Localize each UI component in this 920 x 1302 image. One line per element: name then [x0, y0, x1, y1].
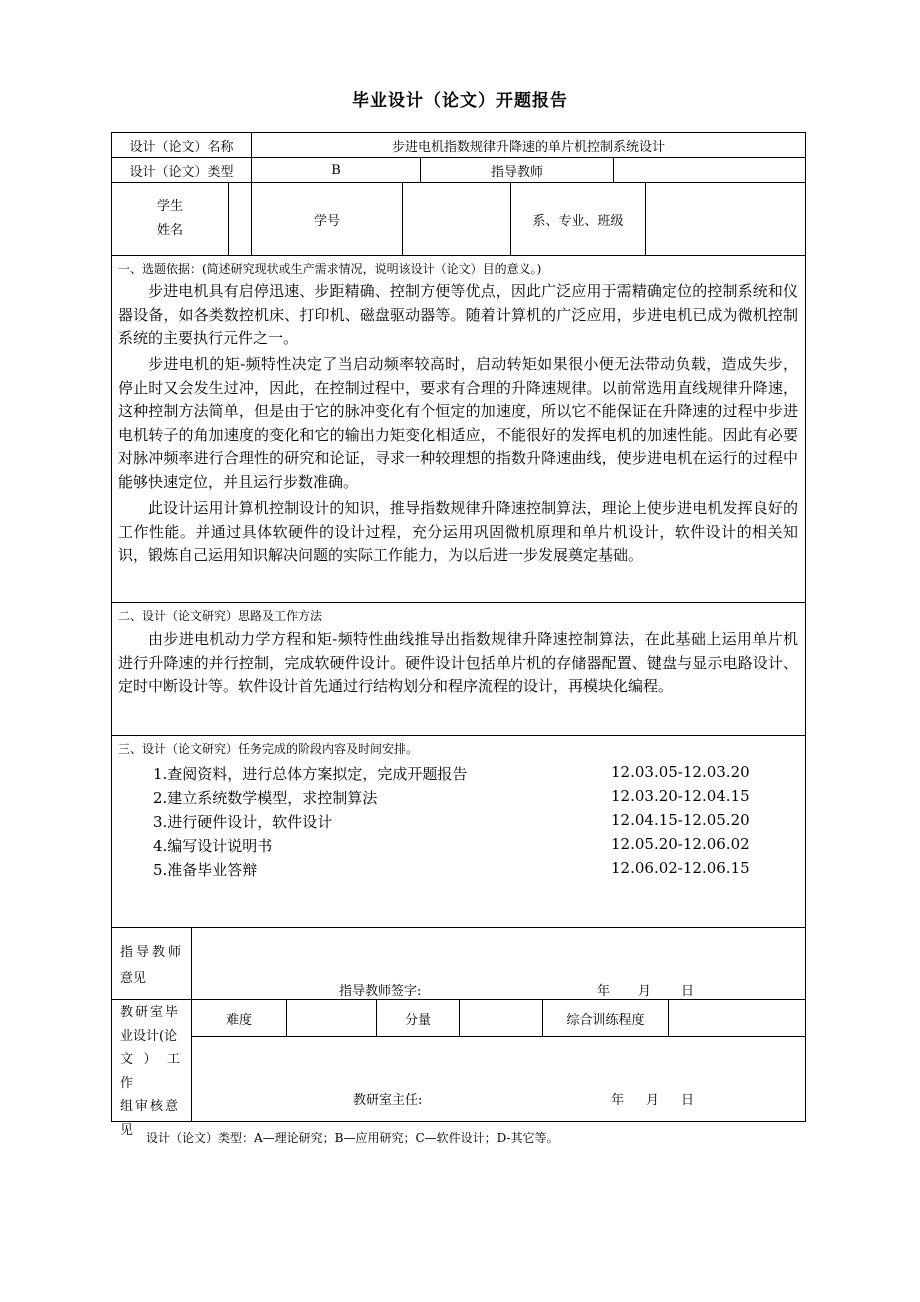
schedule-task: 3.进行硬件设计，软件设计: [153, 813, 333, 831]
schedule-dates: 12.03.20-12.04.15: [611, 787, 750, 805]
director-day-label: 日: [681, 1093, 695, 1108]
advisor-label: 指导教师: [490, 164, 543, 180]
advisor-signature-label: 指导教师签字:: [339, 984, 422, 999]
advisor-opinion-content: [191, 927, 806, 1000]
id-label-cell: [251, 182, 403, 256]
schedule-dates: 12.03.05-12.03.20: [611, 763, 750, 781]
review-label-line: 见: [120, 1122, 134, 1138]
id-label: 学号: [313, 213, 340, 229]
advisor-value-cell: [613, 157, 806, 183]
schedule-task: 1.查阅资料，进行总体方案拟定，完成开题报告: [153, 765, 468, 783]
schedule-task: 4.编写设计说明书: [153, 837, 273, 855]
advisor-opinion-label: [120, 940, 184, 992]
difficulty-label-cell: [191, 999, 287, 1037]
difficulty-label: 难度: [225, 1012, 252, 1028]
advisor-label-cell: [420, 157, 614, 183]
dept-label-cell: [510, 182, 646, 256]
training-value-cell: [668, 999, 806, 1037]
student-label-line1: 学生: [156, 199, 183, 214]
review-label: [120, 1001, 184, 1142]
advisor-month-label: 月: [638, 984, 652, 999]
student-value-cell: [228, 182, 252, 256]
review-label-line: 业设计(论: [120, 1028, 178, 1044]
advisor-day-label: 日: [681, 984, 695, 999]
student-label-line2: 姓名: [156, 223, 183, 238]
name-value: 步进电机指数规律升降速的单片机控制系统设计: [391, 139, 665, 155]
student-label-cell: [111, 182, 229, 256]
section-method-heading: 二、设计（论文研究）思路及工作方法: [118, 609, 323, 623]
schedule-dates: 12.05.20-12.06.02: [611, 835, 750, 853]
difficulty-value-cell: [286, 999, 377, 1037]
advisor-opinion-label-line1: 指导教师: [120, 945, 185, 960]
section-basis-paragraph: 步进电机具有启停迅速、步距精确、控制方便等优点，因此广泛应用于需精确定位的控制系统和仪器设备，如各类数控机床、打印机、磁盘驱动器等。随着计算机的广泛应用，步进电机已成为微机控制系统的主要执行元件之一。: [118, 282, 798, 347]
schedule-dates: 12.04.15-12.05.20: [611, 811, 750, 829]
director-signature-label: 教研室主任:: [353, 1093, 423, 1108]
director-year-label: 年: [611, 1093, 625, 1108]
review-label-line: 组审核意: [120, 1099, 181, 1114]
dept-value-cell: [645, 182, 806, 256]
review-label-line: 教研室毕: [120, 1005, 181, 1020]
workload-label-cell: [376, 999, 460, 1037]
name-label: 设计（论文）名称: [129, 139, 234, 155]
advisor-opinion-label-line2: 意见: [120, 971, 147, 986]
name-label-cell: [111, 132, 252, 158]
workload-value-cell: [459, 999, 543, 1037]
review-content: [191, 1036, 806, 1122]
section-schedule-heading: 三、设计（论文研究）任务完成的阶段内容及时间安排。: [118, 742, 419, 756]
type-label: 设计（论文）类型: [129, 164, 234, 180]
footer-note: 设计（论文）类型：A—理论研究；B—应用研究；C—软件设计；D-其它等。: [146, 1131, 559, 1145]
section-basis-heading: 一、选题依据：(简述研究现状或生产需求情况，说明该设计（论文）目的意义。): [118, 262, 542, 276]
type-label-cell: [111, 157, 252, 183]
advisor-year-label: 年: [597, 984, 611, 999]
training-label-cell: [542, 999, 669, 1037]
dept-label: 系、专业、班级: [532, 213, 624, 229]
id-value-cell: [402, 182, 511, 256]
type-value-cell: [251, 157, 421, 183]
section-method-paragraph: 由步进电机动力学方程和矩-频特性曲线推导出指数规律升降速控制算法，在此基础上运用单片机进行升降速的并行控制，完成软硬件设计。硬件设计包括单片机的存储器配置、键盘与显示电路设计、定时中断设计等。软件设计首先通过行结构划分和程序流程的设计，再模块化编程。: [118, 630, 798, 695]
type-value: B: [331, 162, 341, 178]
schedule-dates: 12.06.02-12.06.15: [611, 859, 750, 877]
director-month-label: 月: [646, 1093, 660, 1108]
workload-label: 分量: [404, 1012, 431, 1028]
page-title: 毕业设计（论文）开题报告: [352, 91, 568, 111]
section-basis-paragraph: 此设计运用计算机控制设计的知识，推导指数规律升降速控制算法，理论上使步进电机发挥良好的工作性能。并通过具体软硬件的设计过程，充分运用巩固微机原理和单片机设计，软件设计的相关知识，锻炼自己运用知识解决问题的实际工作能力，为以后进一步发展奠定基础。: [118, 499, 798, 564]
schedule-task: 5.准备毕业答辩: [153, 861, 258, 879]
review-label-line: 文）工作: [120, 1052, 184, 1091]
training-label: 综合训练程度: [566, 1012, 645, 1028]
section-basis-paragraph: 步进电机的矩-频特性决定了当启动频率较高时，启动转矩如果很小便无法带动负载，造成失步，停止时又会发生过冲，因此，在控制过程中，要求有合理的升降速规律。以前常选用直线规律升降速，这种控制方法简单，但是由于它的脉冲变化有个恒定的加速度，所以它不能保证在升降速的过程中步进电机转子的角加速度的变化和它的输出力矩变化相适应，不能很好的发挥电机的加速性能。因此有必要对脉冲频率进行合理性的研究和论证，寻求一种较理想的指数升降速曲线，使步进电机在运行的过程中能够快速定位，并且运行步数准确。: [118, 355, 798, 491]
schedule-task: 2.建立系统数学模型，求控制算法: [153, 789, 378, 807]
name-value-cell: [251, 132, 806, 158]
